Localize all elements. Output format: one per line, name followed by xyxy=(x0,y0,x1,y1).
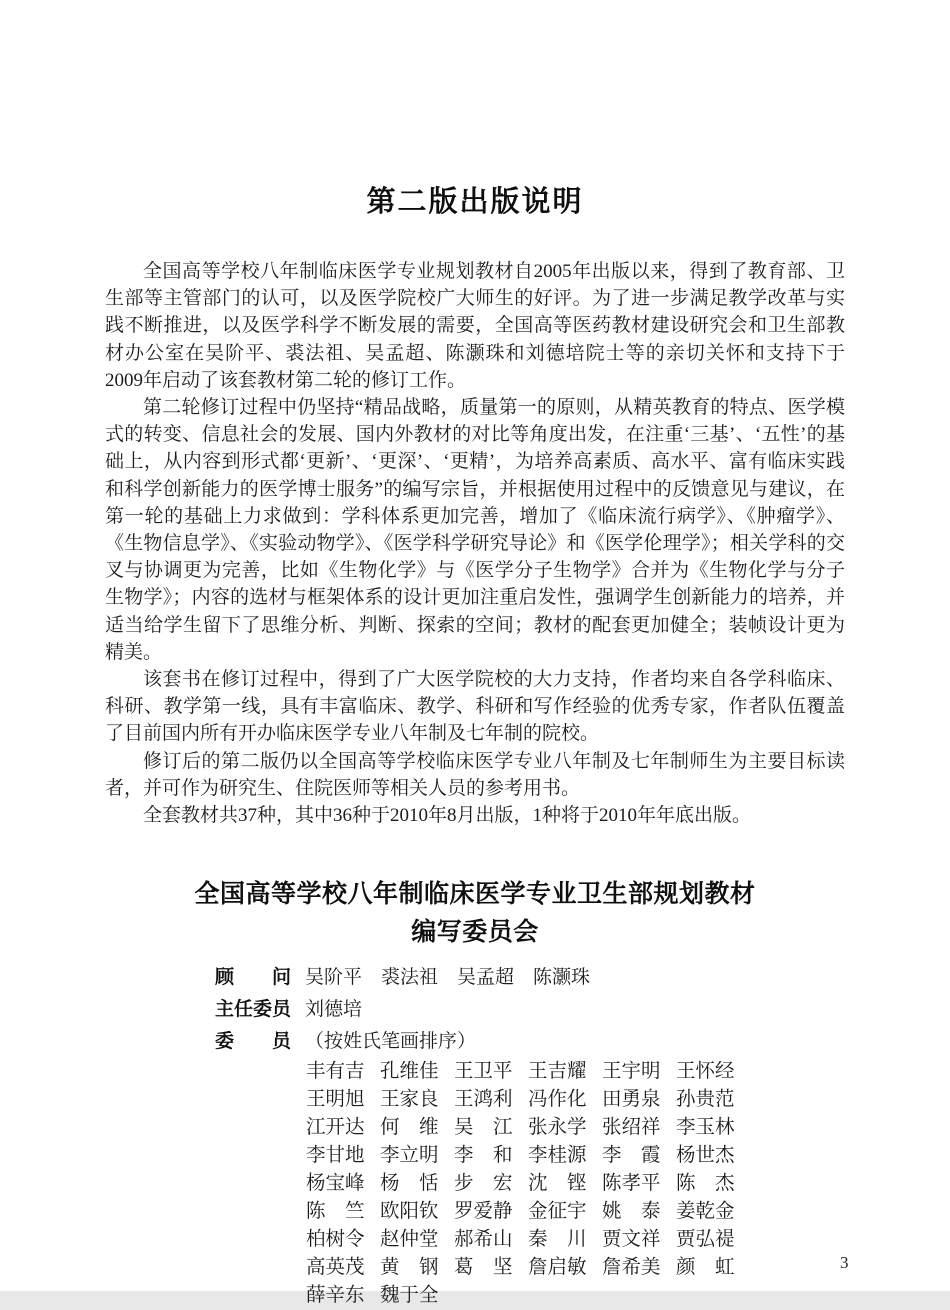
publication-note-body xyxy=(105,258,845,829)
member-name: 王明旭 xyxy=(306,1089,365,1111)
role-label-chief: 主任委员 xyxy=(215,999,292,1021)
member-name: 张永学 xyxy=(528,1117,587,1139)
paragraph-4: 修订后的第二版仍以全国高等学校临床医学专业八年制及七年制师生为主要目标读者，并可作为研究生、住院医师等相关人员的参考用书。 xyxy=(105,750,845,799)
member-name: 姜乾金 xyxy=(676,1201,735,1223)
member-name: 步 宏 xyxy=(454,1173,513,1195)
member-name: 王鸿利 xyxy=(454,1089,513,1111)
role-row-members xyxy=(215,1026,950,1058)
member-name: 杨世杰 xyxy=(676,1145,735,1167)
committee-roles xyxy=(215,962,950,1058)
member-name: 贾文祥 xyxy=(602,1229,661,1251)
member-name: 李甘地 xyxy=(306,1145,365,1167)
member-name: 赵仲堂 xyxy=(380,1229,439,1251)
member-name: 张绍祥 xyxy=(602,1117,661,1139)
role-value-chief: 刘德培 xyxy=(305,999,363,1021)
member-name: 葛 坚 xyxy=(454,1257,513,1279)
member-name: 何 维 xyxy=(380,1117,439,1139)
member-name: 王吉耀 xyxy=(528,1061,587,1083)
committee-members-grid xyxy=(306,1058,950,1310)
member-name: 吴 江 xyxy=(454,1117,513,1139)
member-name: 孙贵范 xyxy=(676,1089,735,1111)
role-row-advisors xyxy=(215,962,950,994)
member-name: 江开达 xyxy=(306,1117,365,1139)
member-name: 颜 虹 xyxy=(676,1257,735,1279)
member-name: 秦 川 xyxy=(528,1229,587,1251)
member-name: 王家良 xyxy=(380,1089,439,1111)
member-name: 田勇泉 xyxy=(602,1089,661,1111)
member-name: 姚 泰 xyxy=(602,1201,661,1223)
member-name: 杨 恬 xyxy=(380,1173,439,1195)
member-name: 高英茂 xyxy=(306,1257,365,1279)
member-name: 欧阳钦 xyxy=(380,1201,439,1223)
member-name: 魏于全 xyxy=(380,1285,439,1307)
member-name: 贾弘禔 xyxy=(676,1229,735,1251)
member-name: 王卫平 xyxy=(454,1061,513,1083)
member-name: 李 霞 xyxy=(602,1145,661,1167)
role-value-members-note: （按姓氏笔画排序） xyxy=(305,1031,477,1053)
paragraph-1: 全国高等学校八年制临床医学专业规划教材自2005年出版以来，得到了教育部、卫生部等主管部门的认可，以及医学院校广大师生的好评。为了进一步满足教学改革与实践不断推进，以及医学科学不断发展的需要，全国高等医药教材建设研究会和卫生部教材办公室在吴阶平、裘法祖、吴孟超、陈灏珠和刘德培院士等的亲切关怀和支持下于2009年启动了该套教材第二轮的修订工作。 xyxy=(105,261,845,391)
member-name: 王宇明 xyxy=(602,1061,661,1083)
member-name: 陈孝平 xyxy=(602,1173,661,1195)
committee-heading-line1: 全国高等学校八年制临床医学专业卫生部规划教材 xyxy=(194,881,756,909)
role-label-members: 委 员 xyxy=(215,1031,292,1053)
member-name: 孔维佳 xyxy=(380,1061,439,1083)
member-name: 李桂源 xyxy=(528,1145,587,1167)
member-name: 杨宝峰 xyxy=(306,1173,365,1195)
member-name: 柏树令 xyxy=(306,1229,365,1251)
page-number: 3 xyxy=(840,1253,849,1272)
committee-heading-line2: 编写委员会 xyxy=(411,919,539,947)
member-name: 黄 钢 xyxy=(380,1257,439,1279)
member-name: 李立明 xyxy=(380,1145,439,1167)
member-name: 郝希山 xyxy=(454,1229,513,1251)
member-name: 沈 铿 xyxy=(528,1173,587,1195)
paragraph-3: 该套书在修订过程中，得到了广大医学院校的大力支持，作者均来自各学科临床、科研、教学第一线，具有丰富临床、教学、科研和写作经验的优秀专家，作者队伍覆盖了目前国内所有开办临床医学专业八年制及七年制的院校。 xyxy=(105,669,845,745)
member-name: 詹启敏 xyxy=(528,1257,587,1279)
member-name: 冯作化 xyxy=(528,1089,587,1111)
member-name: 陈 杰 xyxy=(676,1173,735,1195)
paragraph-2: 第二轮修订过程中仍坚持“精品战略，质量第一的原则，从精英教育的特点、医学模式的转变、信息社会的发展、国内外教材的对比等角度出发，在注重‘三基’、‘五性’的基础上，从内容到形式都‘更新’、‘更深’、‘更精’，为培养高素质、高水平、富有临床实践和科学创新能力的医学博士服务”的编写宗旨，并根据使用过程中的反馈意见与建议，在第一轮的基础上力求做到：学科体系更加完善，增加了《临床流行病学》、《肿瘤学》、《生物信息学》、《实验动物学》、《医学科学研究导论》和《医学伦理学》；相关学科的交叉与协调更为完善，比如《生物化学》与《医学分子生物学》合并为《生物化学与分子生物学》；内容的选材与框架体系的设计更加注重启发性，强调学生创新能力的培养，并适当给学生留下了思维分析、判断、探索的空间；教材的配套更加健全；装帧设计更为精美。 xyxy=(105,397,845,663)
member-name: 李玉林 xyxy=(676,1117,735,1139)
member-name: 王怀经 xyxy=(676,1061,735,1083)
page-title: 第二版出版说明 xyxy=(366,186,584,218)
role-value-advisors: 吴阶平 裘法祖 吴孟超 陈灏珠 xyxy=(305,967,591,989)
member-name: 薛辛东 xyxy=(306,1285,365,1307)
member-name: 李 和 xyxy=(454,1145,513,1167)
member-name: 金征宇 xyxy=(528,1201,587,1223)
member-name: 丰有吉 xyxy=(306,1061,365,1083)
committee-heading xyxy=(105,876,845,952)
role-row-chief xyxy=(215,994,950,1026)
member-name: 陈 竺 xyxy=(306,1201,365,1223)
paragraph-5: 全套教材共37种，其中36种于2010年8月出版，1种将于2010年年底出版。 xyxy=(143,805,752,827)
member-name: 罗爱静 xyxy=(454,1201,513,1223)
role-label-advisors: 顾 问 xyxy=(215,967,292,989)
member-name: 詹希美 xyxy=(602,1257,661,1279)
